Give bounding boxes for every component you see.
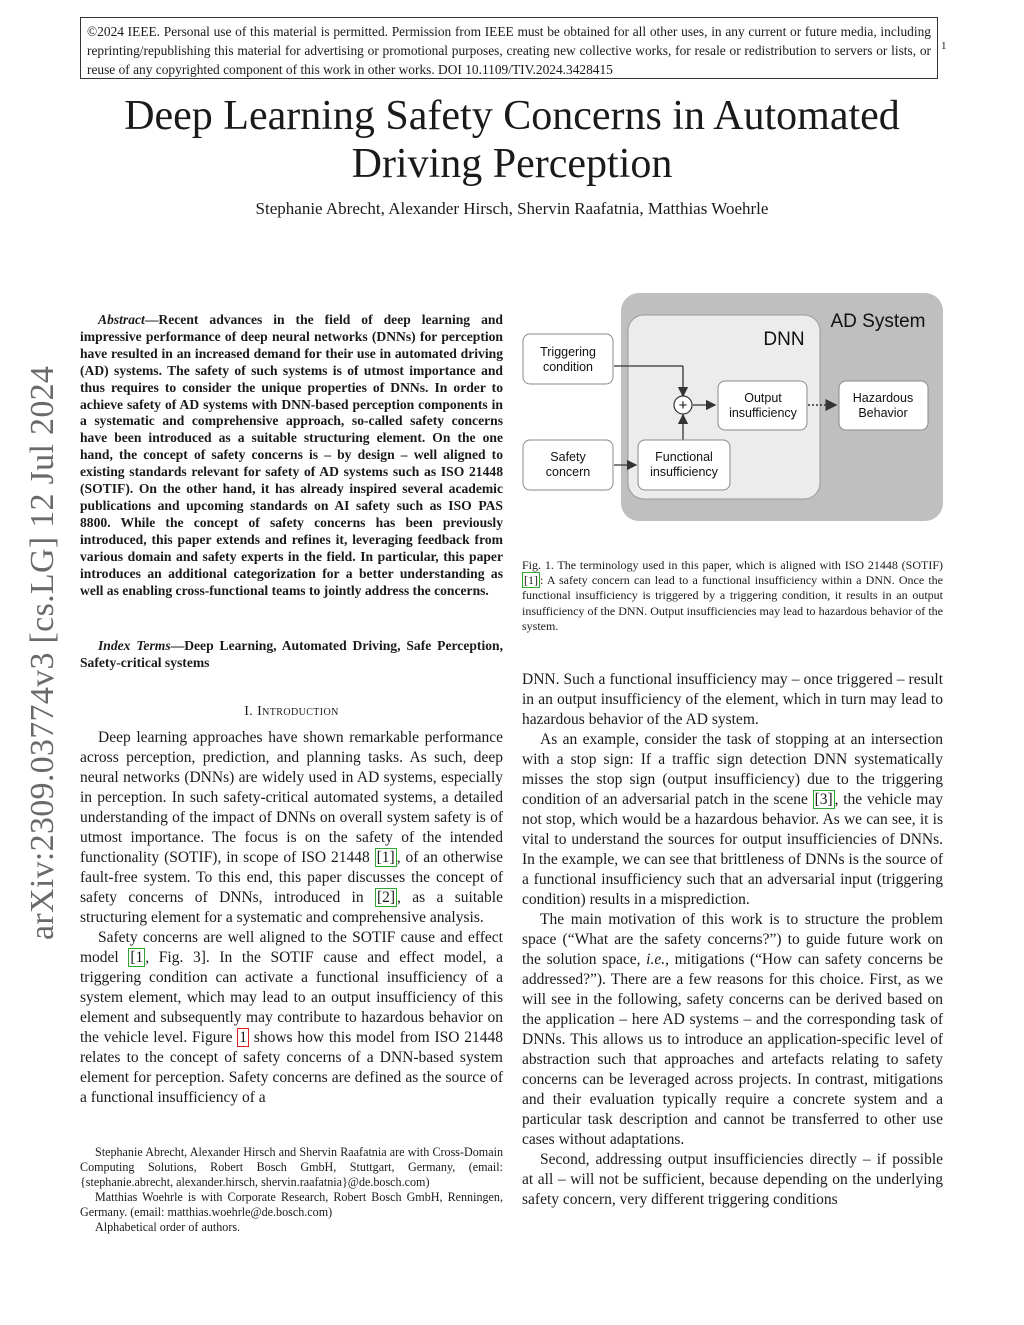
right-column-body [522, 670, 943, 1210]
page-number: 1 [941, 40, 947, 52]
triggering-line-1: Triggering [540, 345, 596, 359]
safety-line-1: Safety [550, 450, 586, 464]
author-list: Stephanie Abrecht, Alexander Hirsch, Shervin Raafatnia, Matthias Woehrle [255, 199, 769, 218]
hazard-line-2: Behavior [858, 406, 908, 420]
index-terms-label: Index Terms [98, 638, 171, 653]
citation-link[interactable]: [1 [130, 949, 144, 966]
right-paragraph-1 [522, 730, 943, 910]
intro-p2-end: shows how this model from ISO 21448 relates to the concept of safety concerns of a DNN-based system element for perception. Safety concerns are defined as the source of a functional insufficiency of a [80, 1029, 503, 1106]
right-p2-end: , mitigations (“How can safety concerns be addressed?”). There are a few reasons for this choice. First, as we will see in the following, safety concerns can be derived based on the application – here AD systems – and the corresponding task of DNNs. This allows us to introduce an application-specific level of abstraction such that approaches and artefacts relating to safety concerns can be leveraged across projects. In contrast, mitigations and their evaluation typically require a concrete system and a particular task description and cannot be transferred to other use cases without adaptations. [522, 951, 943, 1148]
copyright-notice: ©2024 IEEE. Personal use of this material is permitted. Permission from IEEE must be obtained for all other uses, in any current or future media, including reprinting/republishing this material for advertising or promotional purposes, creating new collective works, for resale or redistribution to servers or lists, or reuse of any copyrighted component of this work in other works. DOI 10.1109/TIV.2024.3428415 [80, 17, 938, 79]
intro-p1-text: Deep learning approaches have shown remarkable performance across perception, prediction, and planning tasks. As such, deep neural networks (DNNs) are widely used in AD systems, especially in perception. In such safety-critical automated systems, a detailed understanding of the impact of DNNs on overall system safety is of utmost importance. The focus is on the safety of the intended functionality (SOTIF), in scope of ISO 21448 [80, 729, 503, 866]
right-p1-start: As an example, consider the task of stopping at an intersection with a stop sign: If a traffic sign detection DNN systematically misses the stop sign (output insufficiency) due to the triggering condition of an adversarial patch in the scene [522, 731, 943, 808]
citation-link[interactable]: [1] [524, 573, 538, 588]
intro-p1-mid: , of an otherwise fault-free system. To this end, this paper discusses the concept of safety concerns of DNNs, introduced in [80, 849, 503, 906]
intro-p2-mid: , Fig. 3]. In the SOTIF cause and effect model, a triggering condition can activate a functional insufficiency of a system element, which may lead to an output insufficiency of this element and subsequently may contribute to hazardous behavior on the vehicle level. Figure [80, 949, 503, 1046]
caption-end: : A safety concern can lead to a functional insufficiency within a DNN. Once the functional insufficiency is triggered by a triggering condition, it results in an output insufficiency of the DNN. Output insufficiencies may lead to hazardous behavior of the system. [522, 573, 943, 633]
plus-sign: + [678, 397, 688, 414]
intro-p2-start: Safety concerns are well aligned to the SOTIF cause and effect model [80, 929, 503, 966]
footnote-affiliation-1: Stephanie Abrecht, Alexander Hirsch and Shervin Raafatnia are with Cross-Domain Computing Solutions, Robert Bosch GmbH, Stuttgart, Germany, (email: {stephanie.abrecht, alexander.hirsch, shervin.raafatnia}@de.bosch.com) [80, 1145, 503, 1189]
footnote-author-order: Alphabetical order of authors. [95, 1220, 241, 1234]
figure-1-caption [522, 558, 943, 634]
section-heading [80, 704, 503, 720]
section-title: Introduction [257, 704, 339, 719]
triggering-line-2: condition [542, 360, 594, 374]
title-line-2: Driving Perception [351, 141, 673, 187]
output-line-1: Output [744, 391, 782, 405]
footnotes [80, 1145, 503, 1235]
introduction-body [80, 728, 503, 1108]
right-paragraph-3: Second, addressing output insufficiencies directly – if possible at all – will not be sufficient, because depending on the underlying safety concern, very different triggering conditions [522, 1151, 943, 1208]
intro-paragraph-2 [80, 928, 503, 1108]
triggering-condition-box [523, 334, 613, 384]
hazard-line-1: Hazardous [852, 391, 914, 405]
functional-line-2: insufficiency [650, 465, 718, 479]
right-p2-ie: i.e. [646, 951, 666, 968]
title-line-1: Deep Learning Safety Concerns in Automated [124, 93, 900, 139]
section-number: I. [244, 704, 254, 719]
output-line-2: insufficiency [729, 406, 797, 420]
intro-paragraph-1 [80, 728, 503, 928]
figure-link[interactable]: 1 [239, 1029, 248, 1046]
right-paragraph-0: DNN. Such a functional insufficiency may – once triggered – result in an output insufficiency of the element, which in turn may lead to hazardous behavior of the AD system. [522, 671, 943, 728]
footnote-affiliation-2: Matthias Woehrle is with Corporate Research, Robert Bosch GmbH, Renningen, Germany. (email: matthias.woehrle@de.bosch.com) [80, 1190, 503, 1219]
citation-link[interactable]: [3] [814, 791, 833, 808]
arxiv-stamp-text: arXiv:2309.03774v3 [cs.LG] 12 Jul 2024 [24, 365, 61, 940]
right-p2-start: The main motivation of this work is to structure the problem space (“What are the safety concerns?”) to guide future work on the solution space, [522, 911, 943, 968]
arxiv-stamp [24, 365, 72, 940]
functional-line-1: Functional [655, 450, 713, 464]
abstract-label: Abstract [98, 312, 145, 327]
citation-link[interactable]: [2] [376, 889, 396, 906]
right-p1-end: , the vehicle may not stop, which would be a hazardous behavior. As we can see, it is vital to understand the sources for output insufficiencies of DNNs. In the example, we can see that brittleness of DNNs is the source of a functional insufficiency such that an adversarial input (triggering condition) results in a misprediction. [522, 791, 943, 908]
ad-system-label: AD System [830, 311, 926, 332]
index-terms-text: —Deep Learning, Automated Driving, Safe Perception, Safety-critical systems [80, 638, 503, 670]
right-paragraph-2 [522, 910, 943, 1150]
index-terms [80, 638, 503, 672]
caption-start: Fig. 1. The terminology used in this paper, which is aligned with ISO 21448 (SOTIF) [522, 558, 943, 572]
abstract [80, 312, 503, 599]
dnn-label: DNN [763, 329, 805, 350]
figure-1-diagram [522, 293, 943, 521]
abstract-text: —Recent advances in the field of deep learning and impressive performance of deep neural networks (DNNs) for perception have resulted in an increased demand for their use in automated driving (AD) systems. The safety of such systems is of utmost importance and thus requires to consider the unique properties of DNNs. In order to achieve safety of AD systems with DNN-based perception components in a systematic and comprehensive approach, so-called safety concerns have been introduced as a suitable structuring element. On the one hand, the concept of safety concerns is – by design – well aligned to existing standards relevant for safety of AD systems such as ISO 21448 (SOTIF). On the other hand, it has already inspired several academic publications and upcoming standards on AI safety such as ISO PAS 8800. While the concept of safety concerns has been previously introduced, this paper extends and refines it, leveraging feedback from various domain and safety experts in the field. In particular, this paper introduces an additional categorization for a better understanding as well as enabling cross-functional teams to jointly address the concerns. [80, 312, 503, 598]
intro-p1-end: , as a suitable structuring element for a systematic and comprehensive analysis. [80, 889, 503, 926]
paper-title [100, 92, 924, 188]
safety-line-2: concern [545, 465, 591, 479]
citation-link[interactable]: [1] [376, 849, 395, 866]
